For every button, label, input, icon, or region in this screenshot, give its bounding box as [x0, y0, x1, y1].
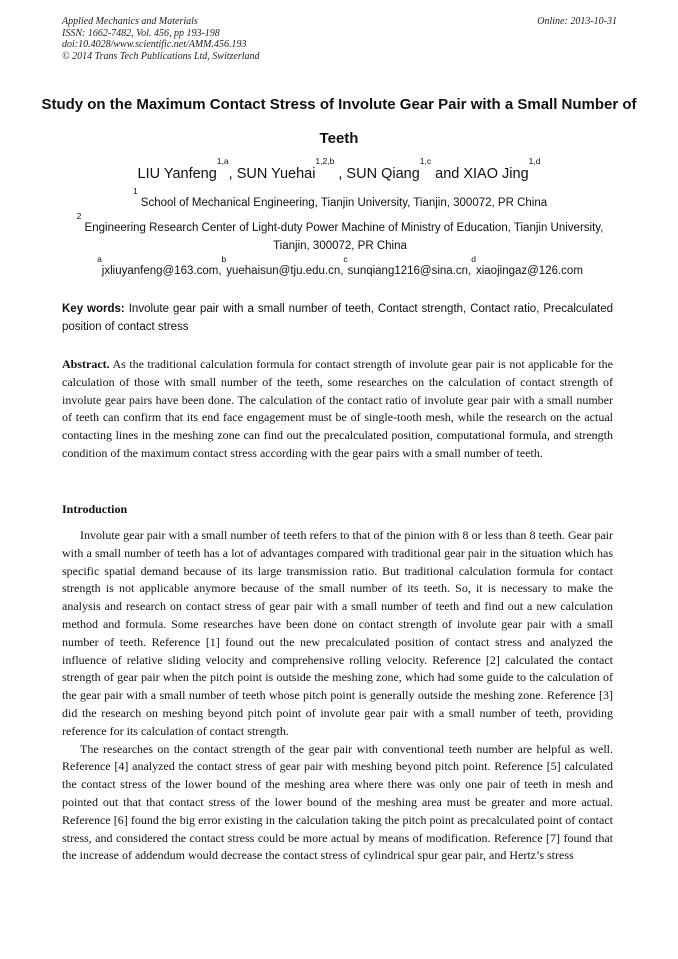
- affiliation-text: School of Mechanical Engineering, Tianjin University, Tianjin, 300072, PR China: [140, 197, 548, 209]
- doi-line: doi:10.4028/www.scientific.net/AMM.456.193: [62, 39, 247, 50]
- author-separator: and: [431, 166, 464, 182]
- online-date: Online: 2013-10-31: [537, 16, 617, 27]
- email-marker: b: [221, 254, 227, 264]
- body-paragraph: The researches on the contact strength of the gear pair with conventional teeth number are helpful as well. Reference [4] analyzed the contact stress of gear pair with meshing beyond pitch point. Reference [5] calculated the contact stress of the lower bound of the meshing area where there was only one pair of teeth in mesh and pointed out that that contact stress of the lower bound of the meshing area must be greater and more actual. Reference [6] found the big error existing in the calculation taking the pitch point as precalculated point of contact stress, and considered the contact stress could be more actual by means of modification. Reference [7] found that the increase of addendum would decrease the contact stress of cylindrical spur gear pair, and Hertz’s stress: [62, 741, 613, 863]
- author-affiliation-marker: 1,2,b: [315, 156, 335, 166]
- abstract-label: Abstract.: [62, 357, 110, 371]
- author-list: [40, 156, 638, 184]
- keywords-block: [62, 300, 613, 336]
- email-address[interactable]: yuehaisun@tju.edu.cn,: [226, 265, 344, 277]
- email-address[interactable]: sunqiang1216@sina.cn,: [347, 265, 472, 277]
- author-affiliation-marker: 1,c: [419, 156, 432, 166]
- journal-header: [62, 16, 617, 62]
- section-heading-introduction: Introduction: [62, 502, 128, 516]
- introduction-body: [62, 527, 613, 865]
- email-marker: a: [97, 254, 102, 264]
- email-address[interactable]: xiaojingaz@126.com: [475, 265, 583, 277]
- author-affiliation-marker: 1,a: [216, 156, 229, 166]
- journal-name: Applied Mechanics and Materials: [62, 16, 198, 27]
- affiliation-number: 2: [76, 211, 82, 221]
- abstract-block: [62, 356, 613, 463]
- author-separator: ,: [334, 166, 347, 182]
- affiliation-text: Engineering Research Center of Light-duty Power Machine of Ministry of Education, Tianjin University, Tianjin, 300072, PR China: [84, 222, 604, 252]
- affiliation-1: [62, 186, 618, 212]
- abstract-text: As the traditional calculation formula for contact strength of involute gear pair is not applicable for the calculation of those with small number of the teeth, some researches on the calculation of contact strength of involute gear pairs have been done. The calculation of the contact ratio of involute gear pair with a small number of teeth can confirm that its end face engagement must be of single-tooth mesh, while the research on the actual contacting lines in the meshing zone can find out the precalculated position, computational formula, and strength condition of the maximum contact stress according with the gear pairs with a small number of teeth.: [62, 357, 613, 460]
- affiliation-2: [62, 211, 618, 255]
- keywords-label: Key words:: [62, 303, 125, 315]
- author-name: XIAO Jing: [463, 166, 529, 182]
- email-marker: c: [343, 254, 348, 264]
- author-affiliation-marker: 1,d: [528, 156, 541, 166]
- email-marker: d: [471, 254, 476, 264]
- keywords-text: Involute gear pair with a small number of teeth, Contact strength, Contact ratio, Precalculated position of contact stress: [62, 303, 613, 333]
- author-name: SUN Yuehai: [236, 166, 316, 182]
- email-address[interactable]: jxliuyanfeng@163.com,: [101, 265, 222, 277]
- body-paragraph: Involute gear pair with a small number of teeth refers to that of the pinion with 8 or less than 8 teeth. Gear pair with a small number of teeth has a lot of advantages compared with traditional gear pair in the situation which has specific spatial demand because of its large transmission ratio. But traditional calculation formula for contact strength is not applicable anymore because of the small number of its teeth. So, it is necessary to make the analysis and research on contact stress of gear pair with a small number of teeth and find out a new calculation method and formula. Some researches have been done on contact strength of involute gear pair with a small number of teeth. Reference [1] found out the new precalculated position of contact stress and analyzed the influence of relative sliding velocity and comprehensive rolling velocity. Reference [2] calculated the contact strength of gear pair when the pitch point is outside the meshing zone, which had some guide to the calculation of the gear pair with a small number of teeth whose pitch point is generally outside the meshing zone. Reference [3] did the research on meshing beyond pitch point of involute gear pair with a small number of teeth, providing reference for its calculation of contact strength.: [62, 528, 613, 738]
- paper-title: Study on the Maximum Contact Stress of Involute Gear Pair with a Small Number of Teeth: [41, 96, 637, 147]
- author-name: LIU Yanfeng: [137, 166, 217, 182]
- author-separator: ,: [228, 166, 237, 182]
- copyright-line: © 2014 Trans Tech Publications Ltd, Switzerland: [62, 50, 260, 62]
- author-emails: [62, 254, 618, 280]
- author-name: SUN Qiang: [346, 166, 420, 182]
- affiliation-number: 1: [132, 186, 138, 196]
- issn-line: ISSN: 1662-7482, Vol. 456, pp 193-198: [62, 27, 220, 39]
